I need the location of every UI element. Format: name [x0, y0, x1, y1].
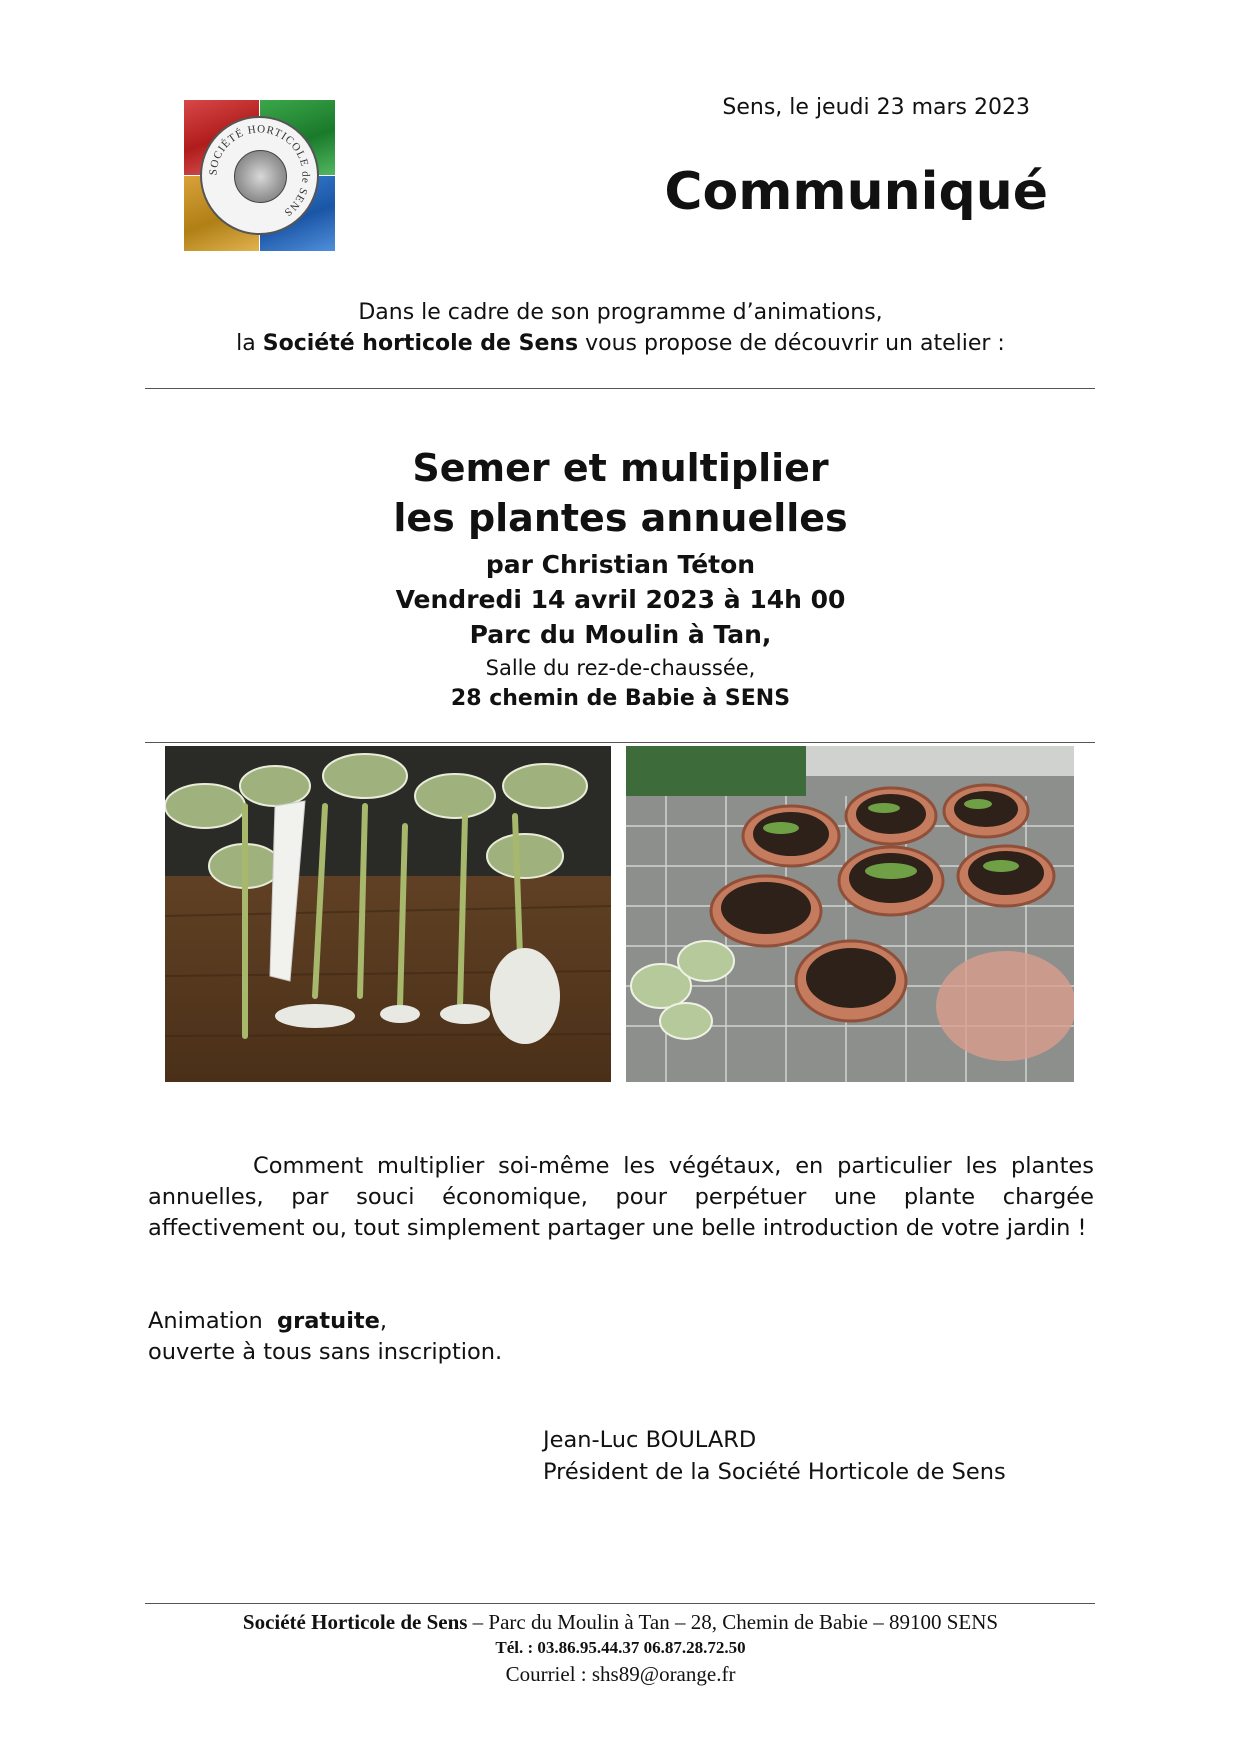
footer-address: – Parc du Moulin à Tan – 28, Chemin de Babie – 89100 SENS	[467, 1610, 999, 1634]
svg-text:SOCIÉTÉ HORTICOLE de SENS: SOCIÉTÉ HORTICOLE de SENS	[207, 123, 312, 219]
intro-organization: Société horticole de Sens	[262, 331, 579, 356]
footer-address-line	[0, 1610, 1241, 1635]
divider-top	[145, 388, 1095, 389]
cuttings-photo	[165, 746, 611, 1082]
event-venue: Parc du Moulin à Tan,	[469, 620, 772, 649]
document-title: Communiqué	[664, 162, 1048, 222]
divider-middle	[145, 742, 1095, 743]
signature-role: Président de la Société Horticole de Sens	[543, 1459, 1006, 1485]
divider-footer	[145, 1603, 1095, 1604]
event-title-line-1: Semer et multiplier	[412, 446, 829, 490]
document-date: Sens, le jeudi 23 mars 2023	[722, 95, 1030, 120]
description-paragraph: Comment multiplier soi-même les végétaux, en particulier les plantes annuelles, par souci économique, pour perpétuer une plante chargée affectivement ou, tout simplement partager une belle introduction de votre jardin !	[148, 1153, 1094, 1241]
animation-line-1	[148, 1306, 1094, 1337]
intro-suffix: vous propose de découvrir un atelier :	[585, 331, 1005, 356]
footer-email: Courriel : shs89@orange.fr	[505, 1662, 736, 1686]
logo-seal	[200, 116, 319, 235]
footer-organization: Société Horticole de Sens	[242, 1610, 468, 1634]
society-logo	[184, 100, 335, 251]
animation-prefix: Animation	[148, 1308, 263, 1334]
animation-line-2: ouverte à tous sans inscription.	[148, 1339, 503, 1365]
event-title-line-2: les plantes annuelles	[393, 496, 848, 540]
animation-free-label: gratuite	[277, 1308, 380, 1334]
footer-phone: Tél. : 03.86.95.44.37 06.87.28.72.50	[495, 1638, 746, 1657]
event-datetime: Vendredi 14 avril 2023 à 14h 00	[395, 585, 846, 614]
intro-line-1: Dans le cadre de son programme d’animations,	[358, 300, 883, 325]
seedling-pots-photo	[626, 746, 1074, 1082]
signature-name: Jean-Luc BOULARD	[543, 1427, 757, 1453]
animation-suffix: ,	[379, 1308, 388, 1334]
intro-line-2	[0, 331, 1241, 356]
intro-prefix: la	[236, 331, 256, 356]
event-address: 28 chemin de Babie à SENS	[450, 686, 791, 711]
event-speaker: par Christian Téton	[485, 550, 756, 579]
event-room: Salle du rez-de-chaussée,	[485, 656, 756, 680]
flower-basket-emblem-icon	[234, 150, 287, 203]
